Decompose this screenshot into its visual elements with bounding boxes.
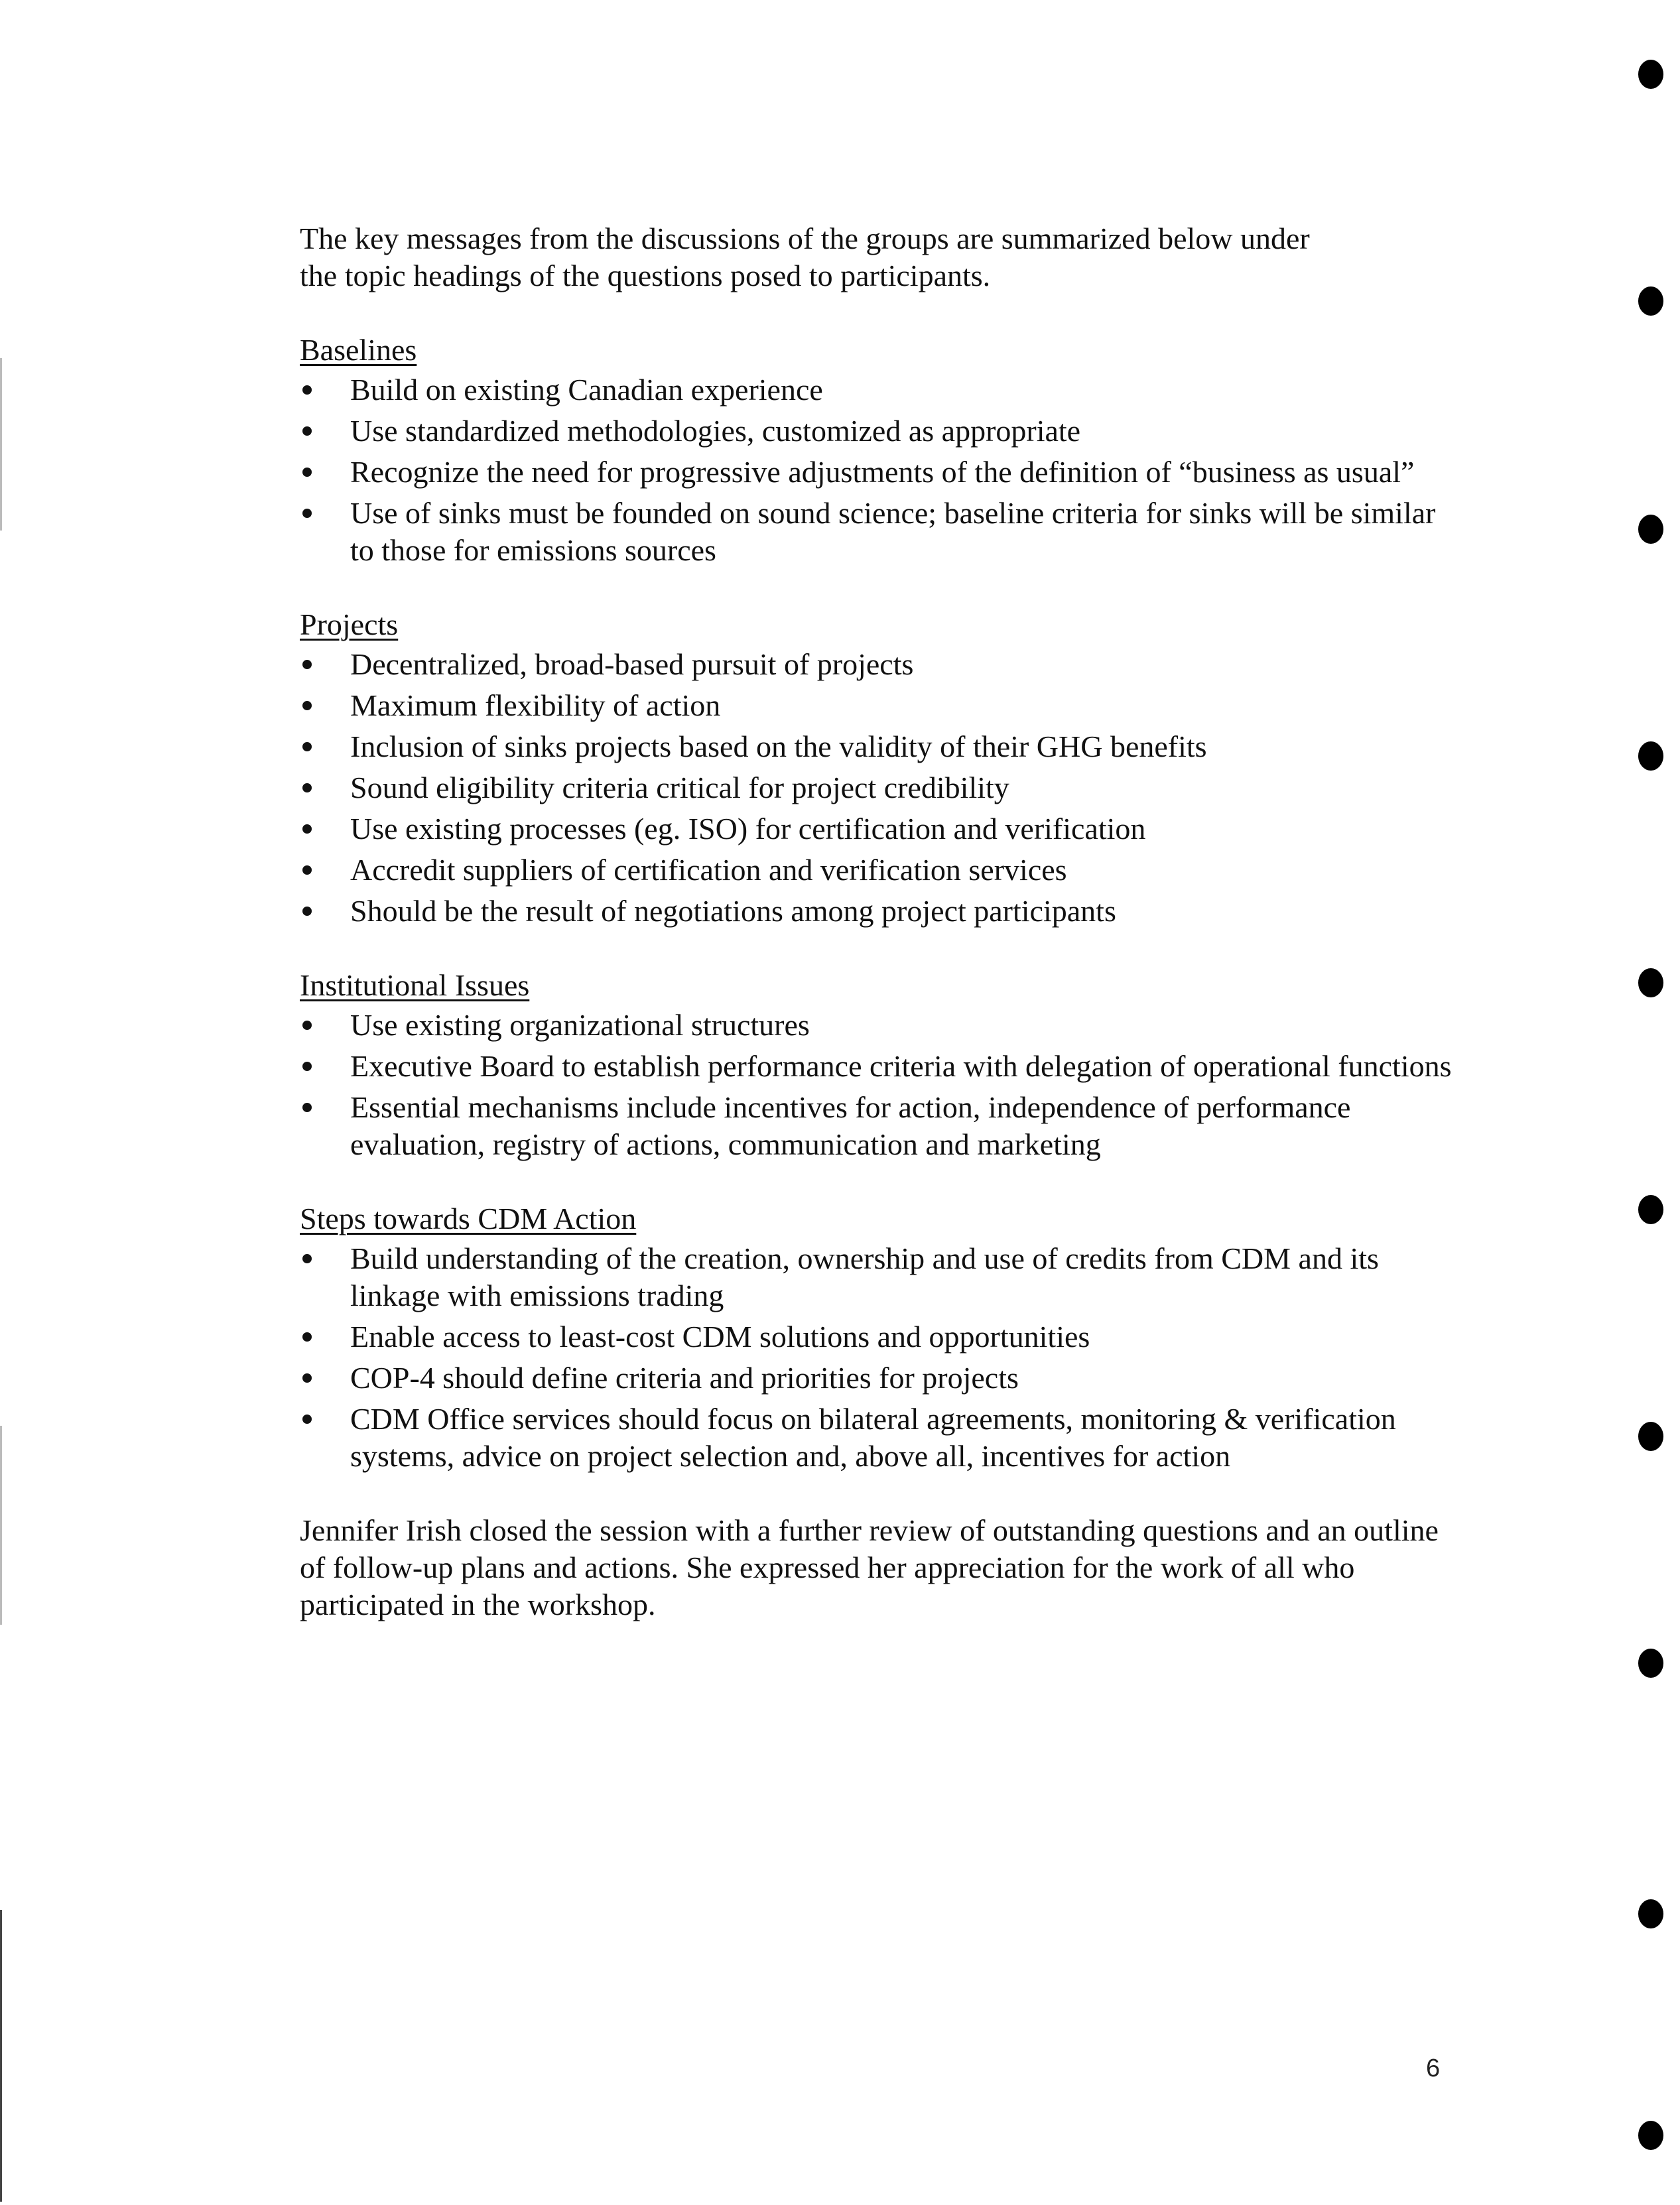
binder-hole-icon (1638, 1195, 1663, 1224)
bullet-icon (302, 865, 312, 875)
list-item (300, 728, 1460, 765)
section-heading: Baselines (300, 333, 417, 367)
section-projects (300, 606, 1460, 930)
binder-hole-icon (1638, 1422, 1663, 1451)
list-item (300, 1089, 1460, 1163)
list-item-text: Build understanding of the creation, ownership and use of credits from CDM and its linkage with emissions trading (350, 1241, 1379, 1312)
section-steps-towards-cdm-action (300, 1200, 1460, 1475)
list-item (300, 1359, 1460, 1397)
list-item-text: Use of sinks must be founded on sound science; baseline criteria for sinks will be similar to those for emissions sources (350, 496, 1436, 567)
section-institutional-issues (300, 967, 1460, 1163)
bullet-list (300, 646, 1460, 930)
bullet-icon (302, 907, 312, 916)
closing-paragraph: Jennifer Irish closed the session with a further review of outstanding questions and an outline of follow-up plans and actions. She expressed her appreciation for the work of all who participated in the workshop. (300, 1513, 1439, 1621)
list-item (300, 1318, 1460, 1355)
binder-hole-icon (1638, 2121, 1663, 2150)
list-item-text: Use existing processes (eg. ISO) for certification and verification (350, 812, 1146, 846)
bullet-icon (302, 742, 312, 751)
bullet-icon (302, 1103, 312, 1112)
list-item-text: Sound eligibility criteria critical for project credibility (350, 771, 1009, 804)
intro-paragraph (300, 220, 1460, 294)
list-item-text: Enable access to least-cost CDM solutions and opportunities (350, 1320, 1090, 1354)
section-baselines (300, 332, 1460, 569)
list-item (300, 1401, 1460, 1475)
list-item (300, 495, 1460, 569)
bullet-icon (302, 1415, 312, 1424)
section-heading: Projects (300, 607, 399, 641)
list-item (300, 646, 1460, 683)
list-item (300, 810, 1460, 848)
intro-line-2: the topic headings of the questions posed to participants. (300, 259, 991, 292)
section-heading: Steps towards CDM Action (300, 1202, 637, 1235)
bullet-icon (302, 509, 312, 518)
binder-hole-icon (1638, 1649, 1663, 1678)
list-item (300, 893, 1460, 930)
bullet-icon (302, 1254, 312, 1263)
bullet-icon (302, 468, 312, 477)
list-item (300, 1240, 1460, 1314)
list-item (300, 687, 1460, 724)
scan-edge-mark (0, 1426, 2, 1625)
intro-line-1: The key messages from the discussions of the groups are summarized below under (300, 221, 1310, 255)
bullet-icon (302, 660, 312, 669)
list-item-text: Use existing organizational structures (350, 1008, 810, 1042)
bullet-list (300, 1240, 1460, 1475)
bullet-icon (302, 824, 312, 834)
list-item-text: Inclusion of sinks projects based on the validity of their GHG benefits (350, 729, 1207, 763)
list-item (300, 371, 1460, 409)
bullet-icon (302, 426, 312, 436)
bullet-list (300, 1007, 1460, 1163)
scan-edge-mark (0, 1910, 2, 2202)
list-item-text: Should be the result of negotiations among project participants (350, 894, 1116, 928)
bullet-icon (302, 1332, 312, 1342)
binder-hole-icon (1638, 286, 1663, 316)
list-item-text: Executive Board to establish performance criteria with delegation of operational functions (350, 1049, 1452, 1083)
page-number: 6 (1426, 2054, 1441, 2082)
bullet-list (300, 371, 1460, 569)
list-item-text: COP-4 should define criteria and priorities for projects (350, 1361, 1019, 1395)
list-item-text: Essential mechanisms include incentives for action, independence of performance evaluation, registry of actions, communication and marketing (350, 1090, 1351, 1161)
binder-hole-icon (1638, 968, 1663, 997)
binder-hole-icon (1638, 60, 1663, 89)
list-item (300, 1007, 1460, 1044)
list-item (300, 769, 1460, 806)
page-content (300, 220, 1460, 1623)
list-item (300, 412, 1460, 450)
list-item-text: Accredit suppliers of certification and verification services (350, 853, 1067, 887)
binder-hole-icon (1638, 515, 1663, 544)
list-item-text: Decentralized, broad-based pursuit of projects (350, 647, 914, 681)
list-item (300, 1048, 1460, 1085)
bullet-icon (302, 1062, 312, 1071)
bullet-icon (302, 385, 312, 395)
list-item (300, 851, 1460, 889)
bullet-icon (302, 1373, 312, 1383)
bullet-icon (302, 783, 312, 792)
binder-hole-icon (1638, 1899, 1663, 1928)
section-heading: Institutional Issues (300, 968, 530, 1002)
scan-edge-mark (0, 358, 2, 531)
binder-hole-icon (1638, 741, 1663, 771)
list-item-text: CDM Office services should focus on bilateral agreements, monitoring & verification systems, advice on project selection and, above all, incentives for action (350, 1402, 1396, 1473)
bullet-icon (302, 1021, 312, 1030)
bullet-icon (302, 701, 312, 710)
list-item-text: Build on existing Canadian experience (350, 373, 823, 407)
list-item-text: Maximum flexibility of action (350, 688, 721, 722)
list-item (300, 454, 1460, 491)
list-item-text: Use standardized methodologies, customized as appropriate (350, 414, 1081, 448)
list-item-text: Recognize the need for progressive adjustments of the definition of “business as usual” (350, 455, 1415, 489)
